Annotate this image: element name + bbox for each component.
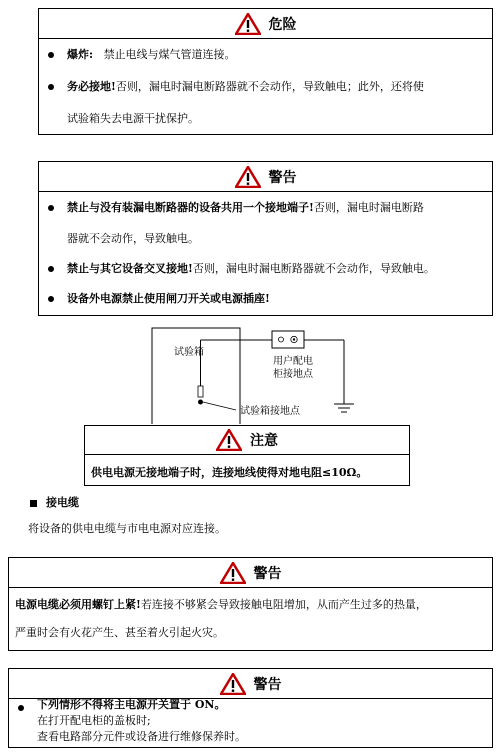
danger-header xyxy=(39,9,492,39)
danger-item-2: 务必接地!否则，漏电时漏电断路器就不会动作，导致触电；此外，还将使 xyxy=(67,80,424,93)
warning1-item-1-cont: 器就不会动作，导致触电。 xyxy=(67,232,199,245)
bullet-icon xyxy=(48,266,54,272)
warning2-line-2: 严重时会有火花产生、甚至着火引起火灾。 xyxy=(15,626,224,639)
user-ground-label-2: 柜接地点 xyxy=(273,369,313,380)
bullet-icon xyxy=(48,205,54,211)
danger-box xyxy=(38,8,493,135)
ground-point-marker xyxy=(198,386,203,397)
warning-triangle-icon xyxy=(220,673,246,695)
bullet-icon xyxy=(48,84,54,90)
caution-header xyxy=(85,426,409,455)
ground-screw-icon xyxy=(198,400,203,405)
danger-title: 危险 xyxy=(268,16,297,33)
section-heading: 接电缆 xyxy=(46,496,79,509)
bullet-icon xyxy=(18,705,24,711)
warning-box-2 xyxy=(8,557,493,651)
warning-triangle-icon xyxy=(216,429,242,451)
user-ground-label-1: 用户配电 xyxy=(273,356,313,367)
warning3-line-1: 在打开配电柜的盖板时; xyxy=(37,714,151,727)
warning-triangle-icon xyxy=(220,562,246,584)
chamber-outline xyxy=(152,328,240,424)
bullet-icon xyxy=(48,52,54,58)
warning-title-3: 警告 xyxy=(253,676,282,693)
caution-text: 供电电源无接地端子时，连接地线使得对地电阻≤10Ω。 xyxy=(91,466,368,479)
warning-header-1 xyxy=(39,162,492,192)
section-square-icon xyxy=(30,500,37,507)
warning1-item-2: 禁止与其它设备交叉接地!否则，漏电时漏电断路器就不会动作，导致触电。 xyxy=(67,262,435,275)
bullet-icon xyxy=(48,296,54,302)
warning-title-2: 警告 xyxy=(253,565,282,582)
earth-ground-icon xyxy=(334,404,354,412)
chamber-ground-label: 试验箱接地点 xyxy=(240,406,300,417)
chamber-label: 试验箱 xyxy=(174,347,204,358)
danger-item-2-cont: 试验箱失去电源干扰保护。 xyxy=(67,112,199,125)
section-body: 将设备的供电电缆与市电电源对应连接。 xyxy=(28,522,226,535)
warning3-line-2: 查看电路部分元件或设备进行维修保养时。 xyxy=(37,730,246,743)
grounding-diagram xyxy=(140,318,380,426)
warning-box-1 xyxy=(38,161,493,316)
user-ground-terminal xyxy=(272,331,304,348)
warning-header-2 xyxy=(9,558,492,588)
warning1-item-3: 设备外电源禁止使用闸刀开关或电源插座! xyxy=(67,292,270,305)
warning-title-1: 警告 xyxy=(268,169,297,186)
danger-item-1: 爆炸: 禁止电线与煤气管道连接。 xyxy=(67,48,236,61)
warning-triangle-icon xyxy=(235,13,261,35)
warning1-item-1: 禁止与没有装漏电断路器的设备共用一个接地端子!否则，漏电时漏电断路 xyxy=(67,201,424,214)
warning2-line-1: 电源电缆必须用螺钉上紧!若连接不够紧会导致接触电阻增加，从而产生过多的热量， xyxy=(15,598,427,611)
caution-box xyxy=(84,425,410,486)
caution-title: 注意 xyxy=(250,433,278,449)
warning-box-3 xyxy=(8,668,493,748)
warning3-heading: 下列情形不得将主电源开关置于 ON。 xyxy=(37,698,226,711)
warning-triangle-icon xyxy=(235,166,261,188)
